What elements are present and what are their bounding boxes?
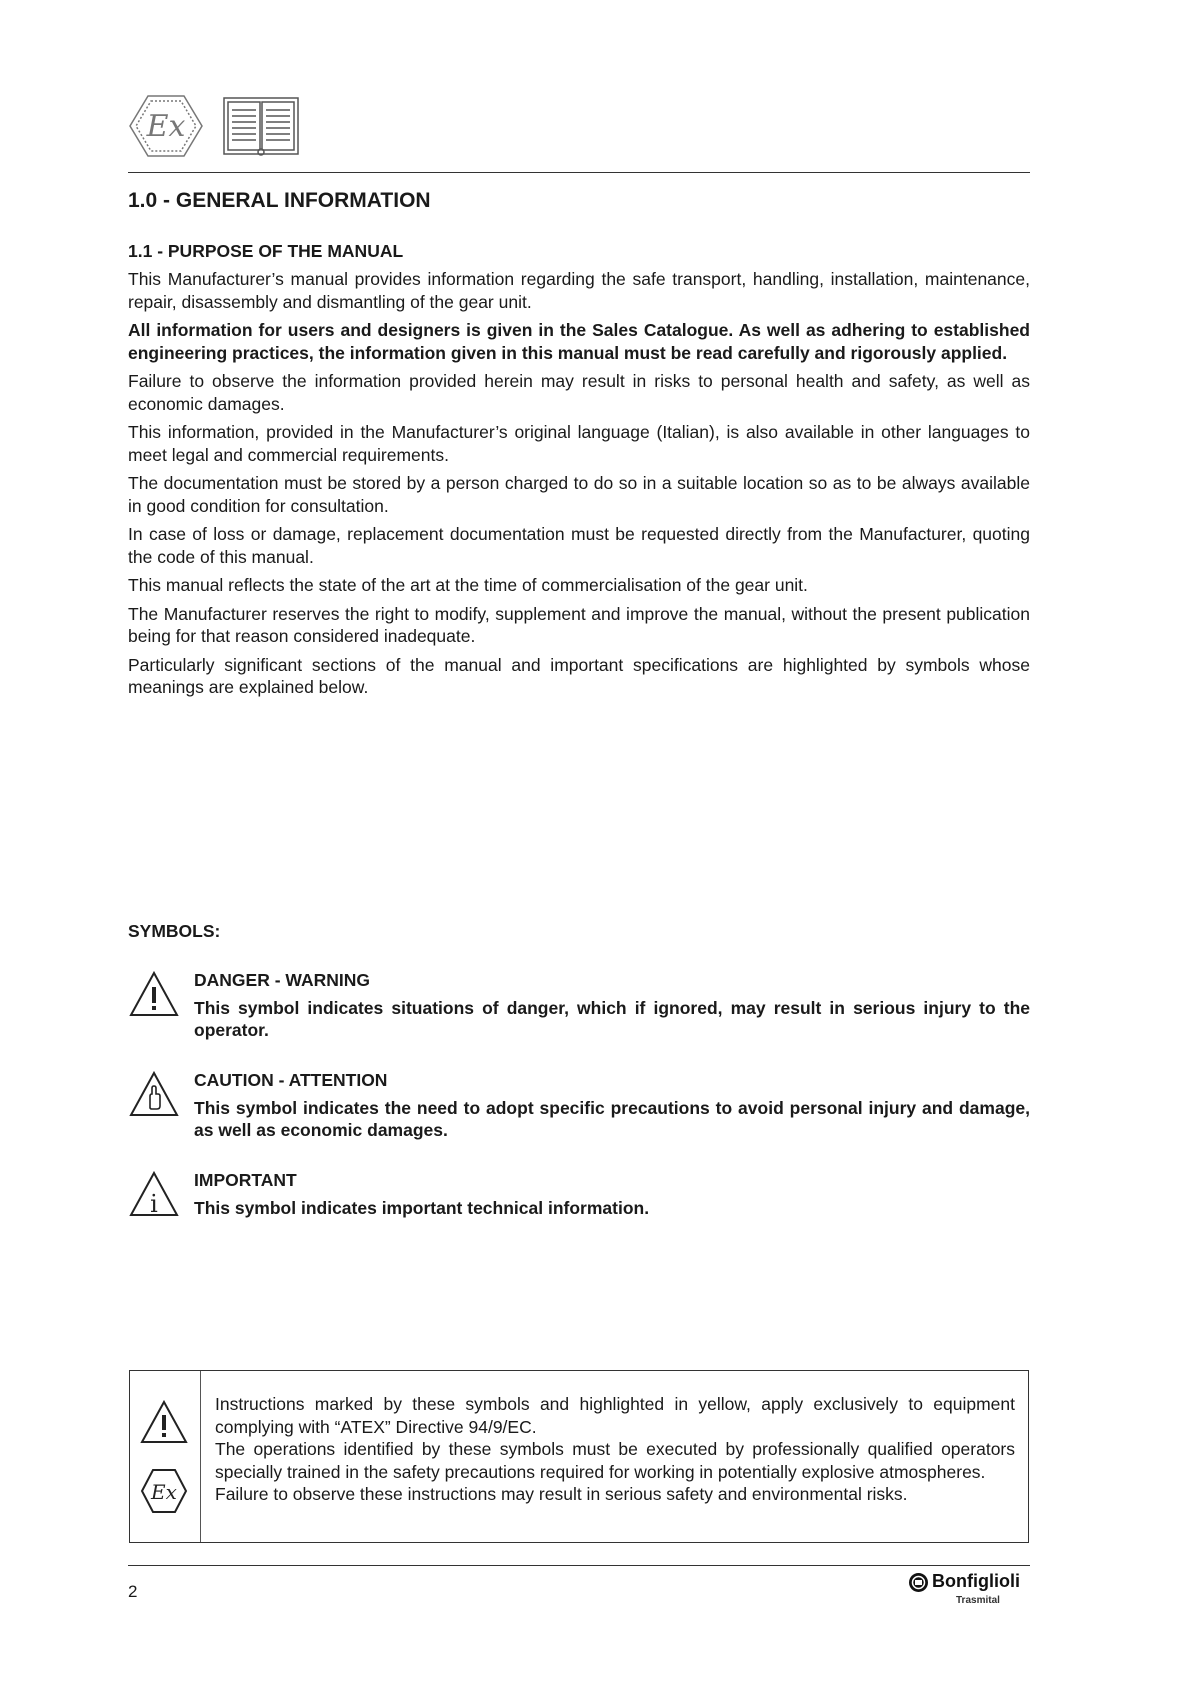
symbol-title: IMPORTANT bbox=[194, 1170, 297, 1190]
header-rule bbox=[128, 172, 1030, 173]
footer-rule bbox=[128, 1565, 1030, 1566]
paragraph: This Manufacturer’s manual provides information regarding the safe transport, handling, installation, maintenance, repair, disassembly and dismantling of the gear unit. bbox=[128, 269, 1030, 312]
symbol-description: This symbol indicates situations of danger, which if ignored, may result in serious injury to the operator. bbox=[194, 997, 1030, 1040]
ex-hexagon-icon bbox=[140, 1467, 188, 1515]
section-title: 1.0 - GENERAL INFORMATION bbox=[128, 189, 431, 212]
svg-text:Ex: Ex bbox=[151, 1480, 177, 1504]
paragraph: This information, provided in the Manufacturer’s original language (Italian), is also available in other languages to meet legal and commercial requirements. bbox=[128, 422, 1030, 465]
atex-divider bbox=[200, 1371, 201, 1542]
paragraph: The documentation must be stored by a person charged to do so in a suitable location so as to be always available in good condition for consultation. bbox=[128, 473, 1030, 516]
ex-hexagon-icon bbox=[130, 96, 202, 156]
caution-hand-icon bbox=[128, 1070, 180, 1118]
atex-line: The operations identified by these symbols must be executed by professionally qualified operators specially trained in the safety precautions required for working in potentially explosive atmospheres. bbox=[215, 1439, 1015, 1482]
atex-text bbox=[215, 1393, 1015, 1506]
atex-line: Instructions marked by these symbols and highlighted in yellow, apply exclusively to equipment complying with “ATEX” Directive 94/9/EC. bbox=[215, 1394, 1015, 1437]
brand-subtitle: Trasmital bbox=[956, 1595, 1000, 1606]
symbols-title: SYMBOLS: bbox=[128, 921, 221, 941]
paragraph: Particularly significant sections of the manual and important specifications are highlighted by symbols whose meanings are explained below. bbox=[128, 654, 1030, 697]
atex-notice-box bbox=[129, 1370, 1029, 1543]
paragraph: Failure to observe the information provided herein may result in risks to personal health and safety, as well as economic damages. bbox=[128, 371, 1030, 414]
symbol-description: This symbol indicates the need to adopt specific precautions to avoid personal injury and damage, as well as economic damages. bbox=[194, 1097, 1030, 1140]
brand-logo bbox=[908, 1571, 1030, 1615]
symbol-title: CAUTION - ATTENTION bbox=[194, 1070, 388, 1090]
paragraph: In case of loss or damage, replacement documentation must be requested directly from the Manufacturer, quoting the code of this manual. bbox=[128, 524, 1030, 567]
paragraph: The Manufacturer reserves the right to modify, supplement and improve the manual, without the present publication being for that reason considered inadequate. bbox=[128, 603, 1030, 646]
open-book-icon bbox=[224, 98, 298, 155]
header-icons bbox=[128, 92, 308, 160]
atex-line: Failure to observe these instructions may result in serious safety and environmental risks. bbox=[215, 1484, 908, 1504]
page-number: 2 bbox=[128, 1582, 138, 1601]
warning-triangle-icon bbox=[140, 1399, 188, 1445]
symbol-title: DANGER - WARNING bbox=[194, 970, 370, 990]
paragraph: This manual reflects the state of the art at the time of commercialisation of the gear unit. bbox=[128, 575, 808, 595]
danger-warning-icon bbox=[128, 970, 180, 1018]
paragraph-emphasis: All information for users and designers is given in the Sales Catalogue. As well as adhering to established engineering practices, the information given in this manual must be read carefully and rigorously applied. bbox=[128, 320, 1030, 363]
body-text bbox=[128, 268, 1030, 705]
symbol-caution bbox=[194, 1069, 1030, 1142]
symbol-important bbox=[194, 1169, 1030, 1219]
important-info-icon bbox=[128, 1170, 180, 1218]
svg-text:i: i bbox=[150, 1190, 158, 1218]
bonfiglioli-logo-icon bbox=[908, 1572, 929, 1593]
symbol-danger bbox=[194, 969, 1030, 1042]
subsection-title: 1.1 - PURPOSE OF THE MANUAL bbox=[128, 241, 404, 261]
svg-text:Ex: Ex bbox=[146, 109, 186, 144]
symbol-description: This symbol indicates important technical information. bbox=[194, 1197, 650, 1218]
brand-name: Bonfiglioli bbox=[932, 1571, 1020, 1591]
